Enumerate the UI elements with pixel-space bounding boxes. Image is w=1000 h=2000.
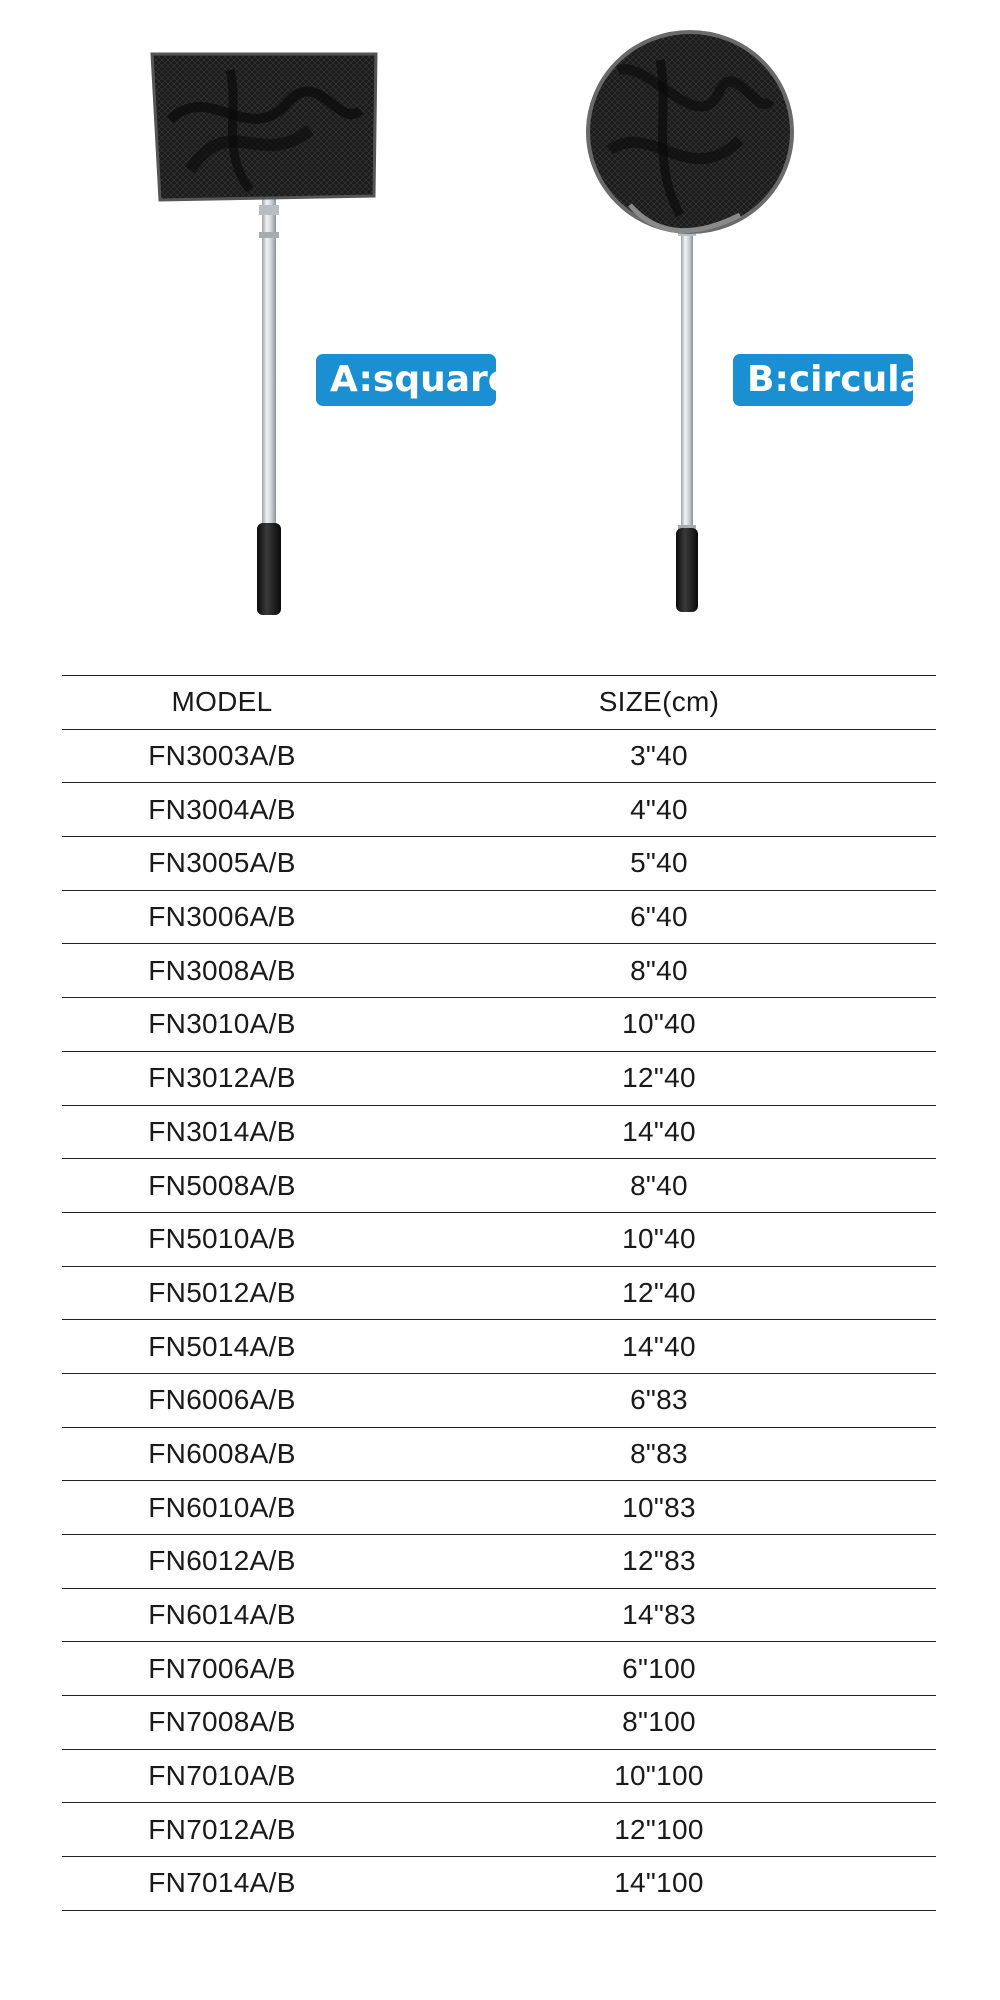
product-images [0, 0, 1000, 640]
table-row [62, 944, 936, 998]
spec-table [62, 675, 936, 1911]
table-body [62, 730, 936, 1911]
size-cell: 8"83 [630, 1437, 688, 1469]
model-cell: FN3014A/B [148, 1115, 296, 1147]
table-row [62, 1481, 936, 1535]
table-row [62, 998, 936, 1052]
table-header-row [62, 676, 936, 730]
header-model: MODEL [171, 686, 273, 718]
size-cell: 14"40 [622, 1330, 696, 1362]
size-cell: 12"40 [622, 1062, 696, 1094]
size-cell: 12"40 [622, 1276, 696, 1308]
model-cell: FN3004A/B [148, 793, 296, 825]
table-row [62, 891, 936, 945]
size-cell: 10"83 [622, 1491, 696, 1523]
size-cell: 8"40 [630, 1169, 688, 1201]
model-cell: FN5012A/B [148, 1276, 296, 1308]
size-cell: 14"40 [622, 1115, 696, 1147]
model-cell: FN5014A/B [148, 1330, 296, 1362]
table-row [62, 1642, 936, 1696]
model-cell: FN3010A/B [148, 1008, 296, 1040]
size-cell: 10"40 [622, 1008, 696, 1040]
model-cell: FN6012A/B [148, 1545, 296, 1577]
variant-label-circular: B:circular [733, 354, 913, 406]
size-cell: 14"100 [614, 1867, 704, 1899]
table-row [62, 1857, 936, 1911]
model-cell: FN6010A/B [148, 1491, 296, 1523]
model-cell: FN3005A/B [148, 847, 296, 879]
table-row [62, 1803, 936, 1857]
table-row [62, 837, 936, 891]
model-cell: FN6014A/B [148, 1599, 296, 1631]
model-cell: FN5008A/B [148, 1169, 296, 1201]
model-cell: FN5010A/B [148, 1223, 296, 1255]
size-cell: 4"40 [630, 793, 688, 825]
model-cell: FN7014A/B [148, 1867, 296, 1899]
table-row [62, 1535, 936, 1589]
size-cell: 10"100 [614, 1760, 704, 1792]
table-row [62, 1589, 936, 1643]
size-cell: 12"83 [622, 1545, 696, 1577]
table-row [62, 1428, 936, 1482]
table-row [62, 1052, 936, 1106]
variant-label-square: A:square [316, 354, 496, 406]
size-cell: 6"40 [630, 901, 688, 933]
model-cell: FN6008A/B [148, 1437, 296, 1469]
table-row [62, 1213, 936, 1267]
round-net-icon [588, 32, 792, 612]
table-row [62, 1159, 936, 1213]
size-cell: 10"40 [622, 1223, 696, 1255]
size-cell: 6"83 [630, 1384, 688, 1416]
table-row [62, 783, 936, 837]
model-cell: FN7006A/B [148, 1652, 296, 1684]
table-row [62, 1750, 936, 1804]
model-cell: FN3008A/B [148, 954, 296, 986]
table-row [62, 1374, 936, 1428]
size-cell: 14"83 [622, 1599, 696, 1631]
table-row [62, 730, 936, 784]
size-cell: 8"100 [622, 1706, 696, 1738]
model-cell: FN3012A/B [148, 1062, 296, 1094]
model-cell: FN3003A/B [148, 740, 296, 772]
model-cell: FN6006A/B [148, 1384, 296, 1416]
square-net-icon [152, 54, 376, 615]
header-size: SIZE(cm) [598, 686, 720, 718]
size-cell: 6"100 [622, 1652, 696, 1684]
size-cell: 8"40 [630, 954, 688, 986]
table-row [62, 1106, 936, 1160]
size-cell: 5"40 [630, 847, 688, 879]
table-row [62, 1320, 936, 1374]
table-row [62, 1267, 936, 1321]
model-cell: FN7012A/B [148, 1813, 296, 1845]
model-cell: FN7010A/B [148, 1760, 296, 1792]
model-cell: FN3006A/B [148, 901, 296, 933]
size-cell: 12"100 [614, 1813, 704, 1845]
model-cell: FN7008A/B [148, 1706, 296, 1738]
size-cell: 3"40 [630, 740, 688, 772]
table-row [62, 1696, 936, 1750]
